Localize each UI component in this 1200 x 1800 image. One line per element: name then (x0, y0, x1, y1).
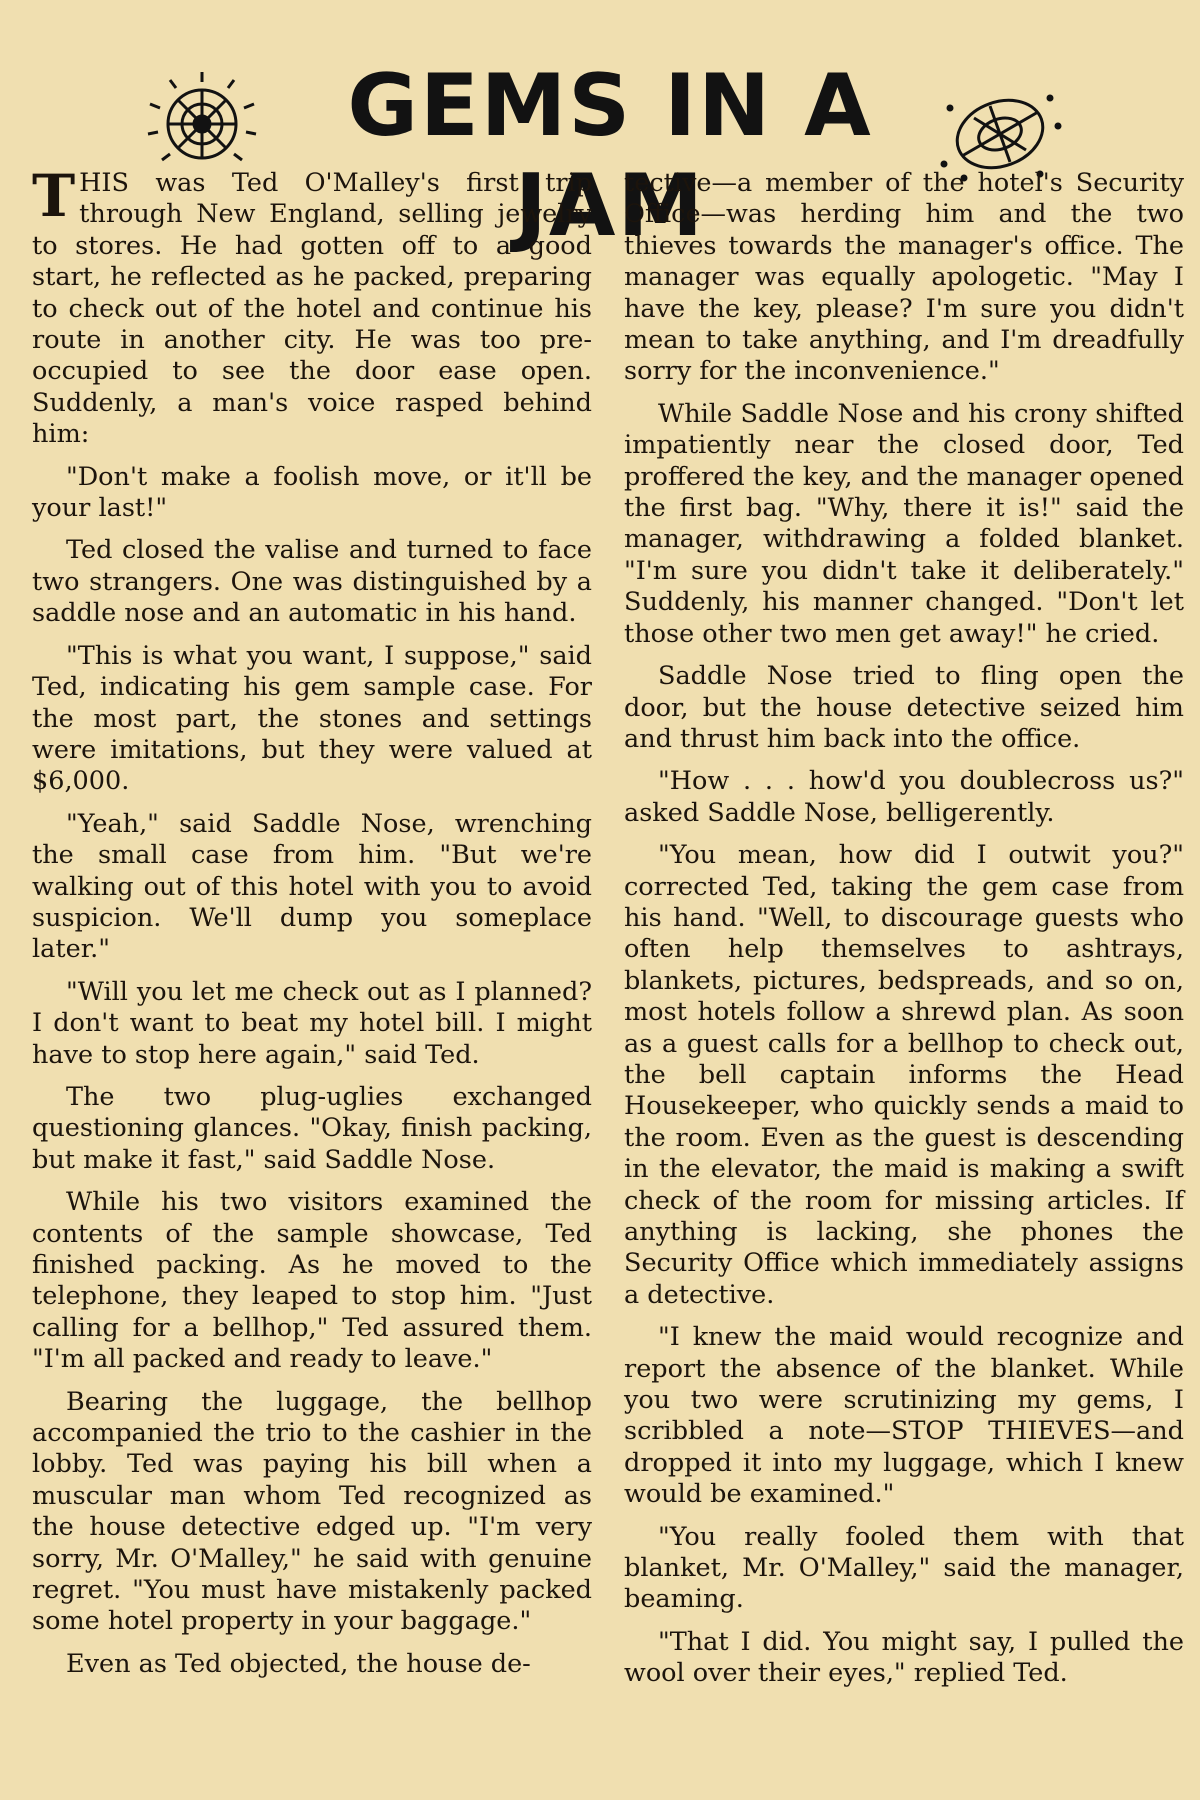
story-paragraph: "How . . . how'd you doublecross us?" asked Saddle Nose, belligerently. (624, 766, 1184, 828)
story-header (0, 48, 1200, 256)
story-paragraph: Even as Ted objected, the house de- (66, 1648, 531, 1679)
story-paragraph: "You really fooled them with that blanket, Mr. O'Malley," said the manager, beaming. (624, 1521, 1184, 1615)
story-paragraph: The two plug-uglies exchanged questioning glances. "Okay, finish packing, but make it fast," said Saddle Nose. (32, 1081, 592, 1175)
story-paragraph: "Will you let me check out as I planned? I don't want to beat my hotel bill. I might have to stop here again," said Ted. (32, 976, 592, 1070)
story-paragraph (32, 162, 592, 451)
story-paragraph: "This is what you want, I suppose," said Ted, indicating his gem sample case. For the most part, the stones and settings were imitations, but they were valued at $6,000. (32, 640, 592, 797)
story-paragraph: tective—a member of the hotel's Security Office—was herding him and the two thieves towards the manager's office. The manager was equally apologetic. "May I have the key, please? I'm sure you didn't mean to take anything, and I'm dreadfully sorry for the inconvenience." (624, 168, 1184, 387)
story-paragraph: "Don't make a foolish move, or it'll be your last!" (32, 461, 592, 524)
paragraph-text: HIS was Ted O'Malley's first trip through New England, selling jewelry to stores. He had gotten off to a good start, he reflected as he packed, preparing to check out of the hotel and continue his route in another city. He was too pre-occupied to see the door ease open. Suddenly, a man's voice rasped behind him: (32, 168, 592, 450)
sun-gem-icon (140, 64, 270, 174)
story-paragraph: While his two visitors examined the contents of the sample showcase, Ted finished packing. As he moved to the telephone, they leaped to stop him. "Just calling for a bellhop," Ted assured them. "I'm all packed and ready to leave." (32, 1187, 592, 1375)
text-column-left (32, 162, 592, 1691)
text-column-right (624, 168, 1184, 1701)
story-paragraph: "You mean, how did I outwit you?" corrected Ted, taking the gem case from his hand. "Well, to discourage guests who often help themselves to ashtrays, blankets, pictures, bedspreads, and so on, most hotels follow a shrewd plan. As soon as a guest calls for a bellhop to check out, the bell captain informs the Head Housekeeper, who quickly sends a maid to the room. Even as the guest is descending in the elevator, the maid is making a swift check of the room for missing articles. If anything is lacking, she phones the Security Office which immediately assigns a detective. (624, 840, 1184, 1310)
story-paragraph: Ted closed the valise and turned to face two strangers. One was distinguished by a saddle nose and an automatic in his hand. (32, 535, 592, 629)
story-paragraph: Bearing the luggage, the bellhop accompanied the trio to the cashier in the lobby. Ted was paying his bill when a muscular man whom Ted recognized as the house detective edged up. "I'm very sorry, Mr. O'Malley," he said with genuine regret. "You must have mistakenly packed some hotel property in your baggage." (32, 1386, 592, 1637)
story-paragraph: "That I did. You might say, I pulled the wool over their eyes," replied Ted. (624, 1626, 1184, 1689)
story-paragraph: "I knew the maid would recognize and report the absence of the blanket. While you two were scrutinizing my gems, I scribbled a note—STOP THIEVES—and dropped it into my luggage, which I knew would be examined." (624, 1322, 1184, 1510)
story-paragraph: Saddle Nose tried to fling open the door, but the house detective seized him and thrust him back into the office. (624, 661, 1184, 754)
story-paragraph: "Yeah," said Saddle Nose, wrenching the small case from him. "But we're walking out of this hotel with you to avoid suspicion. We'll dump you someplace later." (32, 808, 592, 965)
story-paragraph: While Saddle Nose and his crony shifted impatiently near the closed door, Ted proffered the key, and the manager opened the first bag. "Why, there it is!" said the manager, withdrawing a folded blanket. "I'm sure you didn't take it deliberately." Suddenly, his manner changed. "Don't let those other two men get away!" he cried. (624, 398, 1184, 649)
story-title: GEMS IN A JAM (347, 56, 873, 256)
drop-cap: T (32, 162, 76, 230)
